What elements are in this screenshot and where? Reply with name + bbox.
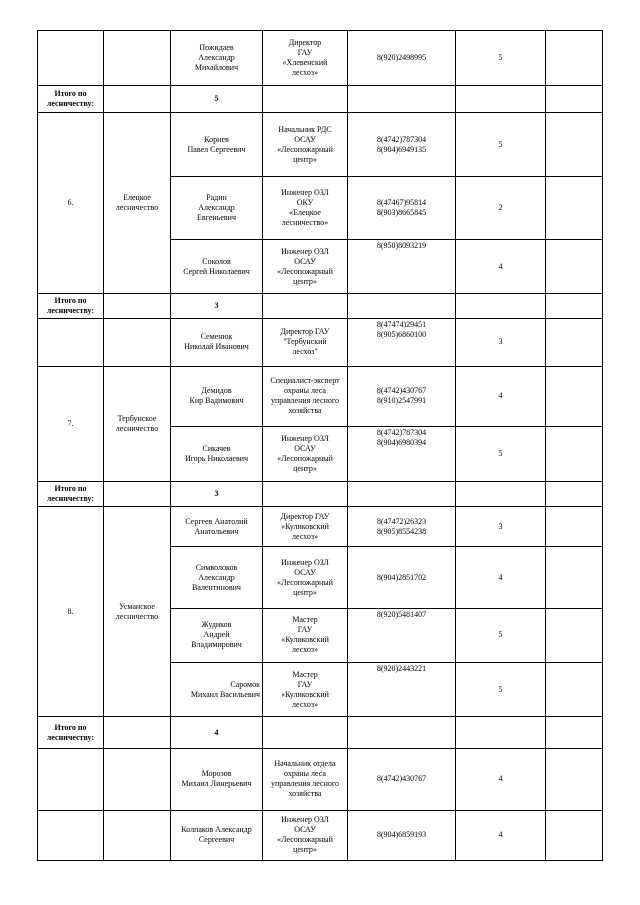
empty-cell (456, 482, 546, 507)
total-value: 3 (171, 482, 263, 507)
empty-cell (456, 86, 546, 113)
total-label: Итого по лесничеству: (38, 294, 104, 319)
employee-name: Саромок Михаил Васильевич (171, 662, 263, 716)
employee-name: Семенюк Николай Иванович (171, 319, 263, 366)
empty-cell (546, 113, 603, 176)
total-label: Итого по лесничеству: (38, 86, 104, 113)
total-row (38, 482, 603, 507)
empty-cell (348, 294, 456, 319)
total-row (38, 717, 603, 749)
employee-phone: 8(47472)26323 8(905)8554238 (348, 507, 456, 547)
employee-name: Колпаков Александр Сергеевич (171, 810, 263, 860)
total-value: 4 (171, 717, 263, 749)
employee-count: 5 (456, 113, 546, 176)
forestry-name: Тербунское лесничество (104, 366, 171, 482)
empty-cell (104, 294, 171, 319)
empty-cell (546, 608, 603, 662)
empty-cell (263, 482, 348, 507)
empty-cell (38, 749, 104, 810)
employee-position: Инженер ОЗЛ ОСАУ «Лесопожарный центр» (263, 547, 348, 608)
table-row (38, 810, 603, 860)
total-row (38, 294, 603, 319)
empty-cell (546, 426, 603, 481)
employee-count: 3 (456, 319, 546, 366)
employee-name: Радин Александр Евгеньевич (171, 176, 263, 239)
employee-position: Мастер ГАУ «Куликовский лесхоз» (263, 662, 348, 716)
section-number: 6. (38, 113, 104, 294)
table-row (38, 366, 603, 426)
empty-cell (546, 31, 603, 86)
empty-cell (348, 482, 456, 507)
employee-count: 4 (456, 749, 546, 810)
employee-count: 4 (456, 810, 546, 860)
table-row (38, 749, 603, 810)
employee-name: Жудиков Андрей Владимирович (171, 608, 263, 662)
employee-phone: 8(4742)430767 8(910)2547991 (348, 366, 456, 426)
empty-cell (546, 366, 603, 426)
employee-name: Сикачев Игорь Николаевич (171, 426, 263, 481)
empty-cell (546, 507, 603, 547)
employee-position: Инженер ОЗЛ ОСАУ «Лесопожарный центр» (263, 810, 348, 860)
employee-name: Демидов Кир Вадимович (171, 366, 263, 426)
employee-phone: 8(4742)787304 8(904)6949135 (348, 113, 456, 176)
empty-cell (456, 294, 546, 319)
empty-cell (104, 717, 171, 749)
employee-phone: 8(4742)787304 8(904)6980394 (348, 426, 456, 481)
employee-name: Сергеев Анатолий Анатольевич (171, 507, 263, 547)
forestry-cell (104, 31, 171, 86)
empty-cell (456, 717, 546, 749)
total-value: 3 (171, 294, 263, 319)
employee-name: Символоков Александр Валентинович (171, 547, 263, 608)
empty-cell (104, 482, 171, 507)
employee-count: 4 (456, 366, 546, 426)
empty-cell (348, 86, 456, 113)
employee-phone: 8(904)2851702 (348, 547, 456, 608)
empty-cell (546, 319, 603, 366)
employee-position: Инженер ОЗЛ ОКУ «Елецкое лесничество» (263, 176, 348, 239)
employee-count: 5 (456, 608, 546, 662)
employee-position: Инженер ОЗЛ ОСАУ «Лесопожарный центр» (263, 239, 348, 293)
empty-cell (263, 717, 348, 749)
employee-name: Кориев Павел Сергеевич (171, 113, 263, 176)
employee-position: Специалист-эксперт охраны леса управления лесного хозяйства (263, 366, 348, 426)
forestry-name: Усманское лесничество (104, 507, 171, 717)
empty-cell (263, 294, 348, 319)
empty-cell (546, 86, 603, 113)
employee-position: Начальник РДС ОСАУ «Лесопожарный центр» (263, 113, 348, 176)
employee-position: Инженер ОЗЛ ОСАУ «Лесопожарный центр» (263, 426, 348, 481)
employee-phone: 8(920)5481407 (348, 608, 456, 662)
total-label: Итого по лесничеству: (38, 717, 104, 749)
total-value: 5 (171, 86, 263, 113)
employee-name: Пожидаев Александр Михайлович (171, 31, 263, 86)
forestry-name: Елецкое лесничество (104, 113, 171, 294)
employee-count: 3 (456, 507, 546, 547)
employee-count: 4 (456, 239, 546, 293)
employee-phone: 8(950)8093219 (348, 239, 456, 293)
forestry-staff-table (37, 30, 603, 861)
employee-position: Директор ГАУ «Куликовский лесхоз» (263, 507, 348, 547)
employee-count: 2 (456, 176, 546, 239)
employee-name: Соколов Сергей Николаевич (171, 239, 263, 293)
table-row (38, 319, 603, 366)
employee-position: Директор ГАУ "Тербунский лесхоз" (263, 319, 348, 366)
employee-phone: 8(904)6859193 (348, 810, 456, 860)
empty-cell (546, 717, 603, 749)
empty-cell (546, 547, 603, 608)
table-row (38, 113, 603, 176)
employee-count: 5 (456, 426, 546, 481)
employee-count: 5 (456, 31, 546, 86)
empty-cell (104, 749, 171, 810)
empty-cell (104, 86, 171, 113)
section-number: 7. (38, 366, 104, 482)
employee-phone: 8(920)2498995 (348, 31, 456, 86)
employee-position: Начальник отдела охраны леса управления лесного хозяйства (263, 749, 348, 810)
empty-cell (546, 662, 603, 716)
table-row (38, 31, 603, 86)
empty-cell (348, 717, 456, 749)
empty-cell (104, 810, 171, 860)
empty-cell (546, 176, 603, 239)
employee-position: Мастер ГАУ «Куликовский лесхоз» (263, 608, 348, 662)
total-label: Итого по лесничеству: (38, 482, 104, 507)
empty-cell (546, 749, 603, 810)
empty-cell (38, 810, 104, 860)
section-number: 8. (38, 507, 104, 717)
empty-cell (104, 319, 171, 366)
employee-phone: 8(4742)430767 (348, 749, 456, 810)
empty-cell (263, 86, 348, 113)
empty-cell (546, 810, 603, 860)
empty-cell (546, 294, 603, 319)
empty-cell (546, 482, 603, 507)
num-cell (38, 31, 104, 86)
empty-cell (546, 239, 603, 293)
employee-phone: 8(920)2443221 (348, 662, 456, 716)
employee-phone: 8(47467)95814 8(903)8665845 (348, 176, 456, 239)
employee-count: 5 (456, 662, 546, 716)
employee-name: Морозов Михаил Линерьевич (171, 749, 263, 810)
table-row (38, 507, 603, 547)
employee-count: 4 (456, 547, 546, 608)
employee-phone: 8(47474)29451 8(905)6860100 (348, 319, 456, 366)
empty-cell (38, 319, 104, 366)
employee-position: Директор ГАУ «Хлевенский лесхоз» (263, 31, 348, 86)
total-row (38, 86, 603, 113)
